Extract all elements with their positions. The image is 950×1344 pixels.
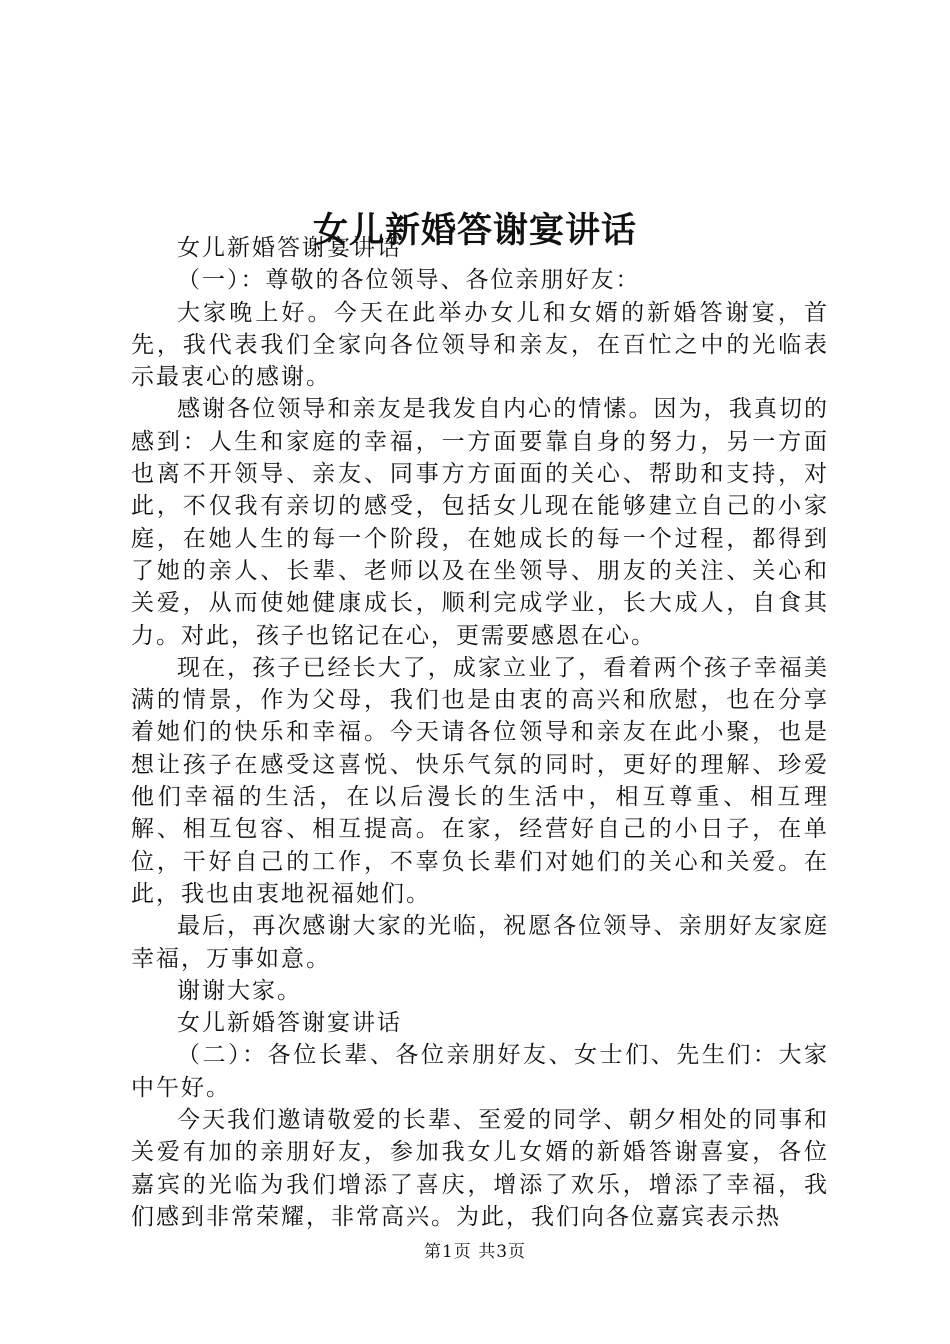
section-heading-2: 女儿新婚答谢宴讲话 (177, 1010, 402, 1037)
paragraph-welcome: 今天我们邀请敬爱的长辈、至爱的同学、朝夕相处的同事和关爱有加的亲朋好友，参加我女儿女婿的新婚答谢喜宴，各位嘉宾的光临为我们增添了喜庆，增添了欢乐，增添了幸福，我们感到非常荣耀，非常高兴。为此，我们向各位嘉宾表示热 (131, 1107, 829, 1230)
paragraph-greeting: 大家晚上好。今天在此举办女儿和女婿的新婚答谢宴，首先，我代表我们全家向各位领导和亲友，在百忙之中的光临表示最衷心的感谢。 (131, 299, 829, 391)
page-number-footer: 第1页 共3页 (423, 1242, 527, 1262)
document-body (131, 232, 829, 1233)
paragraph-gratitude: 感谢各位领导和亲友是我发自内心的情愫。因为，我真切的感到：人生和家庭的幸福，一方面要靠自身的努力，另一方面也离不开领导、亲友、同事方方面面的关心、帮助和支持，对此，不仅我有亲切的感受，包括女儿现在能够建立自己的小家庭，在她人生的每一个阶段，在她成长的每一个过程，都得到了她的亲人、长辈、老师以及在坐领导、朋友的关注、关心和关爱，从而使她健康成长，顺利完成学业，长大成人，自食其力。对此，孩子也铭记在心，更需要感恩在心。 (131, 396, 829, 649)
salutation-1: （一）：尊敬的各位领导、各位亲朋好友： (177, 267, 641, 294)
paragraph-thanks: 谢谢大家。 (177, 977, 302, 1004)
page-title: 女儿新婚答谢宴讲话 (312, 210, 637, 252)
salutation-2: （二）：各位长辈、各位亲朋好友、女士们、先生们：大家中午好。 (131, 1042, 829, 1101)
paragraph-blessing: 现在，孩子已经长大了，成家立业了，看着两个孩子幸福美满的情景，作为父母，我们也是由衷的高兴和欣慰，也在分享着她们的快乐和幸福。今天请各位领导和亲友在此小聚，也是想让孩子在感受这喜悦、快乐气氛的同时，更好的理解、珍爱他们幸福的生活，在以后漫长的生活中，相互尊重、相互理解、相互包容、相互提高。在家，经营好自己的小日子，在单位，干好自己的工作，不辜负长辈们对她们的关心和关爱。在此，我也由衷地祝福她们。 (131, 654, 829, 907)
paragraph-closing: 最后，再次感谢大家的光临，祝愿各位领导、亲朋好友家庭幸福，万事如意。 (131, 913, 829, 972)
section-heading-1: 女儿新婚答谢宴讲话 (177, 235, 402, 261)
